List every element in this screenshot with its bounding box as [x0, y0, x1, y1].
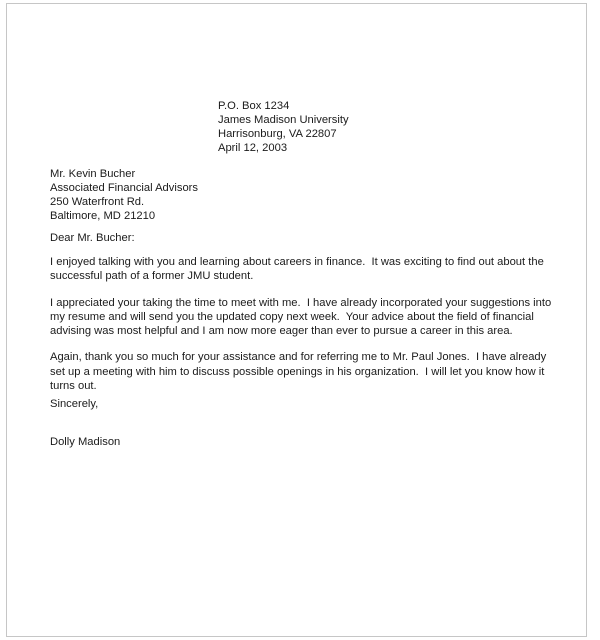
- body-paragraph-3: Again, thank you so much for your assistance and for referring me to Mr. Paul Jones. I have already set up a meeting with him to discuss possible openings in his organization. I will let you know how it turns out.: [50, 351, 550, 392]
- recipient-company: Associated Financial Advisors: [50, 182, 198, 195]
- recipient-address-block: [50, 167, 198, 223]
- recipient-name: Mr. Kevin Bucher: [50, 168, 136, 180]
- sender-organization: James Madison University: [218, 114, 349, 127]
- recipient-street: 250 Waterfront Rd.: [50, 196, 145, 209]
- signature-name: Dolly Madison: [50, 436, 121, 448]
- sender-city-state-zip: Harrisonburg, VA 22807: [218, 128, 337, 141]
- body-paragraph-2: I appreciated your taking the time to meet with me. I have already incorporated your suggestions into my resume and will send you the updated copy next week. Your advice about the field of financial advising was most helpful and I am now more eager than ever to pursue a career in this area.: [50, 296, 555, 337]
- letter-date: April 12, 2003: [218, 142, 288, 155]
- body-paragraph-1: I enjoyed talking with you and learning about careers in finance. It was exciting to find out about the successful path of a former JMU student.: [50, 256, 547, 283]
- salutation: Dear Mr. Bucher:: [50, 232, 135, 244]
- sender-po-box: P.O. Box 1234: [218, 100, 290, 112]
- recipient-city-state-zip: Baltimore, MD 21210: [50, 210, 156, 223]
- closing-phrase: Sincerely,: [50, 398, 99, 410]
- sender-address-block: [218, 99, 349, 155]
- letter-body: [50, 255, 553, 393]
